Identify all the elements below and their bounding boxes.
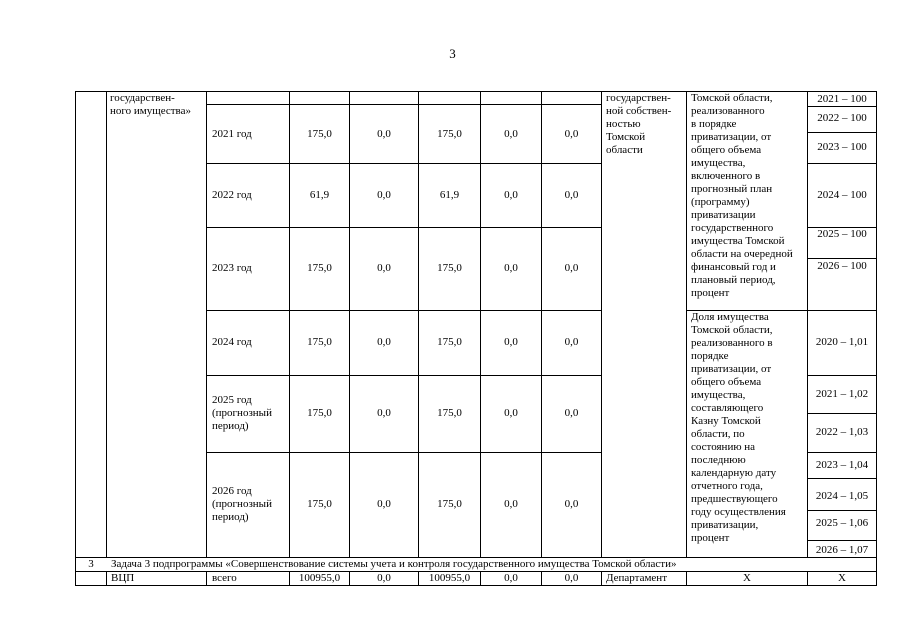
col-line-8 [601,91,602,557]
year-c4: 0,0 [564,498,579,510]
year-c3: 0,0 [504,262,518,274]
indicator-1-value: 2022 – 100 [817,112,867,124]
last-row-c1: 0,0 [377,572,391,584]
last-row-code: ВЦП [111,572,135,584]
col-line-1b [106,571,107,586]
table-border-bottom [75,585,877,586]
year-c2: 61,9 [439,189,460,201]
task3-number: 3 [88,558,94,570]
last-row-c2: 100955,0 [428,572,471,584]
program-name-fragment: государствен- ного имущества» [110,92,191,117]
col-line-2 [206,91,207,557]
year-label: 2022 год [212,189,252,201]
last-row-period: всего [212,572,237,584]
year-c4: 0,0 [564,336,579,348]
last-row-total: 100955,0 [298,572,341,584]
last-row-executor: Департамент [606,572,668,584]
year-total: 175,0 [307,498,332,510]
year-c4: 0,0 [564,128,579,140]
year-c1: 0,0 [377,189,391,201]
col-line-3 [289,91,290,557]
val-line-7 [807,375,877,376]
indicator-2-value: 2026 – 1,07 [815,544,869,556]
year-total: 175,0 [307,262,332,274]
year-c2: 175,0 [437,407,462,419]
val-line-8 [807,413,877,414]
last-row-c4: 0,0 [564,572,579,584]
indicator-1-value: 2026 – 100 [817,260,867,272]
year-total: 175,0 [307,407,332,419]
year-c1: 0,0 [377,336,391,348]
year-c3: 0,0 [504,128,518,140]
indicator-1-value: 2024 – 100 [817,189,867,201]
val-line-1 [807,106,877,107]
year-c2: 175,0 [437,128,462,140]
year-c3: 0,0 [504,498,518,510]
year-c2: 175,0 [437,262,462,274]
year-label: 2023 год [212,262,252,274]
year-c2: 175,0 [437,498,462,510]
year-c3: 0,0 [504,189,518,201]
year-c1: 0,0 [377,128,391,140]
year-total: 61,9 [309,189,330,201]
year-total: 175,0 [307,128,332,140]
col-line-9 [686,91,687,557]
year-c4: 0,0 [564,262,579,274]
indicator-1-value: 2023 – 100 [817,141,867,153]
val-line-10 [807,478,877,479]
year-label: 2026 год (прогнозный период) [212,485,272,523]
year-label: 2025 год (прогнозный период) [212,394,272,432]
indicator-1-value: 2025 – 100 [817,228,867,240]
year-label: 2021 год [212,128,252,140]
indicator-2-value: 2021 – 1,02 [815,388,869,400]
col-line-2b [206,571,207,586]
col-line-0 [75,91,76,586]
col-line-8b [601,571,602,586]
indicator-2-text: Доля имущества Томской области, реализованного в порядке приватизации, от общего объема имущества, составляющего Казну Томской области, по состоянию на последнюю календарную дату отчетного года, предшествующего году осуществления приватизации, процент [691,311,786,544]
year-c1: 0,0 [377,498,391,510]
year-c1: 0,0 [377,407,391,419]
col-line-4 [349,91,350,557]
indicator-2-value: 2024 – 1,05 [815,490,869,502]
last-row-value: Х [838,572,846,584]
col-line-7 [541,91,542,557]
task3-title: Задача 3 подпрограммы «Совершенствование системы учета и контроля государственного имущества Томской области» [111,558,677,570]
col-line-10 [807,91,808,557]
year-c3: 0,0 [504,407,518,419]
col-line-5 [418,91,419,557]
val-line-5 [807,258,877,259]
last-row-indicator: Х [743,572,751,584]
indicator-2-value: 2025 – 1,06 [815,517,869,529]
val-line-6 [807,310,877,311]
year-label: 2024 год [212,336,252,348]
year-total: 175,0 [307,336,332,348]
indicator-2-value: 2022 – 1,03 [815,426,869,438]
year-c4: 0,0 [564,189,579,201]
col-line-1 [106,91,107,557]
val-line-2 [807,132,877,133]
indicator-2-value: 2020 – 1,01 [815,336,869,348]
year-c1: 0,0 [377,262,391,274]
val-line-12 [807,540,877,541]
page-number: 3 [449,46,456,61]
executor-text: государствен- ной собствен- ностью Томской области [606,92,672,156]
col-line-6 [480,91,481,557]
indicator-2-value: 2023 – 1,04 [815,459,869,471]
col-line-11 [876,91,877,586]
year-c2: 175,0 [437,336,462,348]
val-line-3 [807,163,877,164]
year-c3: 0,0 [504,336,518,348]
last-row-c3: 0,0 [504,572,518,584]
indicator-1-value: 2021 – 100 [817,93,867,105]
indicator-1-text: Томской области, реализованного в порядке приватизации, от общего объема имущества, включенного в прогнозный план (программу) приватизации государственного имущества Томской области на очередной финансовый год и плановый период, процент [691,92,793,299]
val-line-11 [807,510,877,511]
year-c4: 0,0 [564,407,579,419]
val-line-9 [807,452,877,453]
